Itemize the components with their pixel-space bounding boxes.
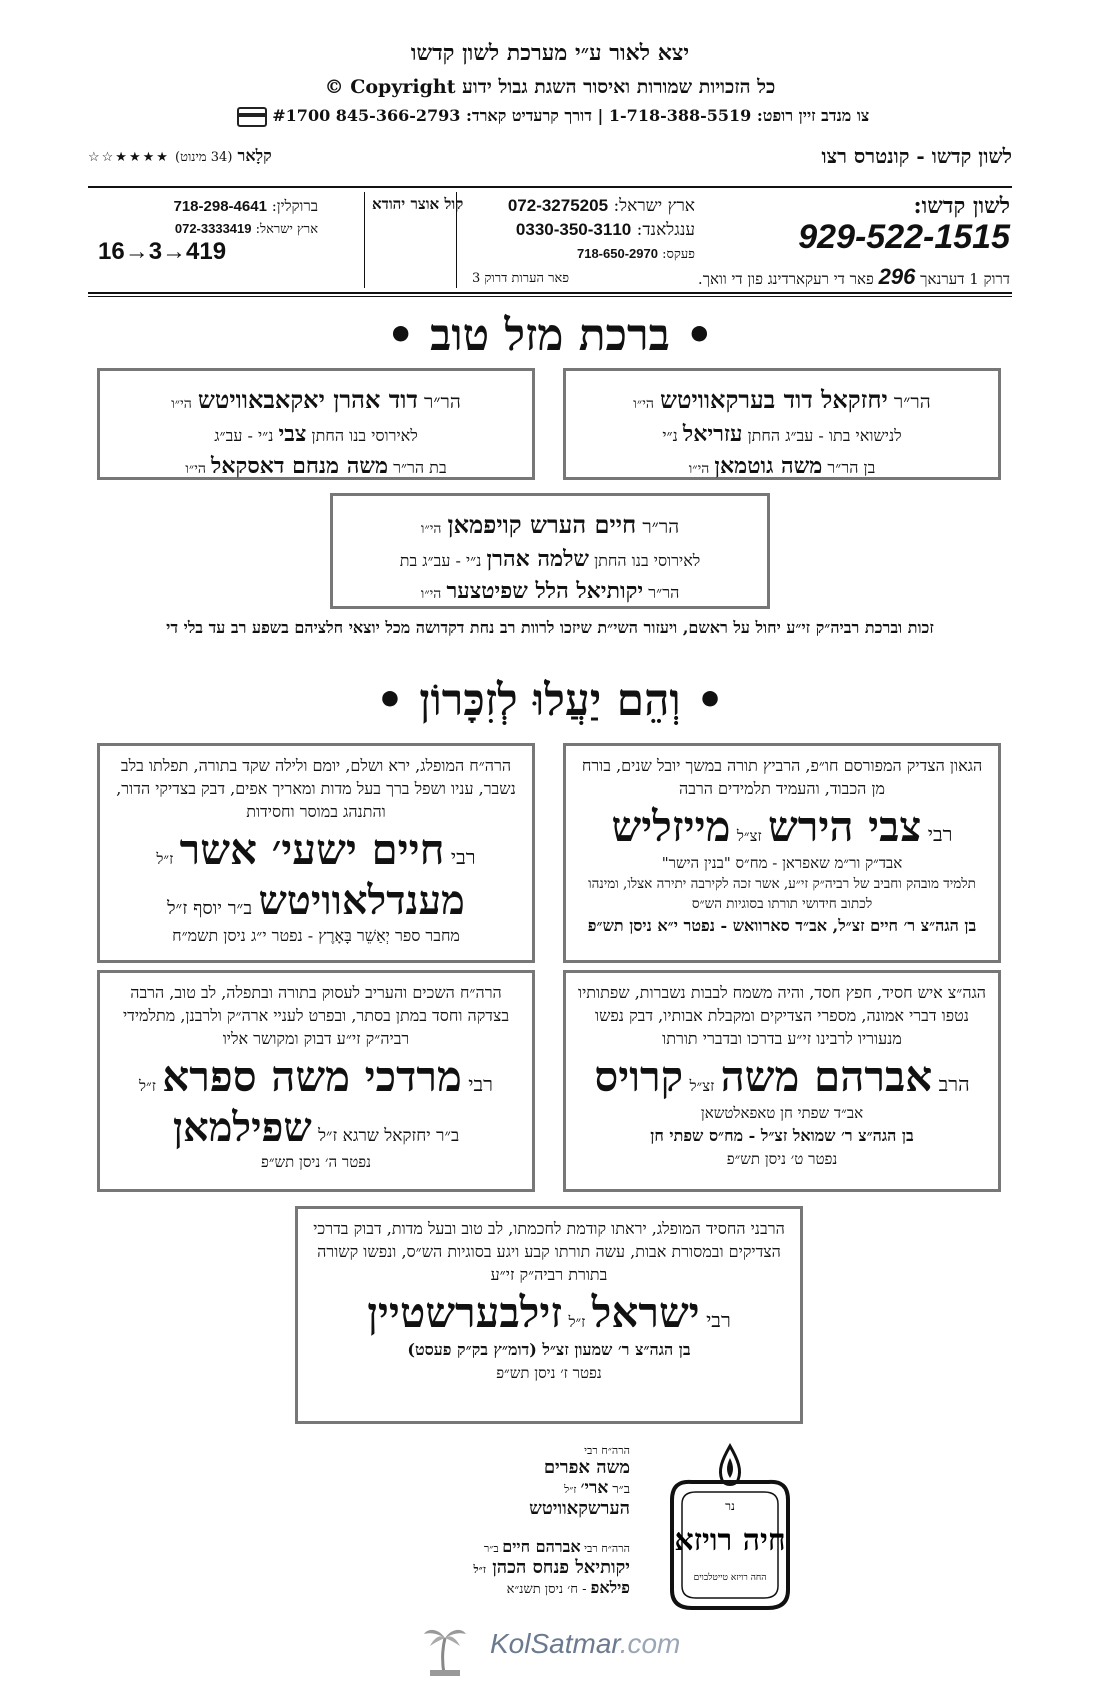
fax-number[interactable]: 718-650-2970 [576, 246, 658, 261]
hotline-instr-num: 296 [878, 264, 916, 289]
hotline-phone[interactable]: 929-522-1515 [798, 218, 1010, 256]
memorial-title-prefix: רבי [468, 1072, 493, 1096]
mazel-tov-title: • ברכת מזל טוב • [386, 310, 714, 361]
box-c-name: חיים הערש קויפמאן [447, 510, 637, 539]
memorial-box [97, 743, 535, 963]
mazel-tov-box [563, 368, 1001, 480]
box-a-l2-post: נ״י [662, 426, 678, 445]
box-a-post: הי״ו [633, 396, 654, 412]
memorial-suffix: ז״ל [568, 1313, 586, 1331]
box-c-l3-name: יקותיאל הלל שפיטצער [446, 578, 644, 604]
n1-last: הערשקאוויטש [529, 1498, 630, 1519]
memorial-name: ישראל [591, 1288, 700, 1337]
dial-sequence: 16→3→419 [98, 238, 227, 265]
memorial-box [563, 970, 1001, 1192]
brooklyn-label: ברוקלין: [271, 197, 318, 215]
n1-father: ארי׳ [580, 1478, 609, 1498]
series-title: לשון קדשו - קונטרס רצו [821, 144, 1012, 168]
divider-bottom-thin [88, 296, 1012, 297]
memorial-desc: הרה״ח השכים והעריב לעסוק בתורה ובתפלה, לב טוב, הרבה בצדקה וחסד במתן בסתר, ובפרט לעניי ארה״ק ולרבנן, מתלמידי רביה״ק זי״ע דבוק ומקושר אליו [122, 983, 510, 1048]
n2-z: ז״ל [473, 1563, 486, 1576]
box-c-pre: הר״ר [642, 516, 680, 538]
blessing-line: זכות וברכת רביה״ק זי״ע יחול על ראשם, ויעזור השי״ת שיזכו לרוות רב נחת דקדושה מכל יוצאי חלציהם בשפע רב עד בלי די [166, 618, 934, 637]
donation-contact-line [0, 106, 1100, 127]
box-c-l2-pre: לאירוסי בנו החתן [594, 551, 701, 570]
memorial-surname: קרויס [594, 1052, 684, 1101]
memorial-surname: זילבערשטיין [367, 1288, 563, 1337]
memorial-lineage: מחבר ספר יְאַשֵׁר בָּאָרֶץ - נפטר י״ג ניסן תשמ״ח [172, 926, 460, 945]
lamp-name: חיה רויזא [674, 1523, 786, 1558]
memorial-desc: הגה״צ איש חסיד, חפץ חסד, והיה משמח לבבות נשברות, שפתותיו נטפו דברי אמונה, מספרי הצדיקים ומקבלת אבותיו, דבק נפשו מנעוריו לרבינו זי״ע בדרכו ובדברי תורתו [578, 983, 986, 1048]
box-b-l3-pre: בת הר״ר [393, 458, 447, 477]
memorial-box [97, 970, 535, 1192]
box-a-pre: הר״ר [893, 391, 931, 413]
memorial-name: חיים ישעי׳ אשר [179, 825, 445, 874]
clear-label [88, 146, 272, 166]
memorial-lineage: בן הגה״צ ר׳ שמואל זצ״ל - מח״ס שפתי חן [650, 1126, 914, 1145]
box-b-l2-name: צבי [278, 421, 307, 447]
israel-number[interactable]: 072-3275205 [507, 196, 609, 215]
memorial-name: אברהם משה [720, 1052, 933, 1101]
box-a-l3-pre: בן הר״ר [827, 458, 876, 477]
clear-minutes: (34 מינוט) [175, 150, 233, 165]
memorial-title-prefix: רבי [927, 822, 953, 846]
memorial-date: נפטר ה׳ ניסן תש״פ [260, 1153, 372, 1171]
rating-stars: ★★★★☆☆ [88, 150, 170, 165]
box-c-l2-post: נ״י - עב״ג בת [399, 551, 482, 570]
palm-tree-icon [420, 1620, 470, 1678]
fax-label: פעקס: [662, 247, 695, 262]
england-number[interactable]: 0330-350-3110 [515, 220, 632, 239]
memorial-surname: מענדלאוויטש [258, 877, 465, 924]
box-a-name: יחזקאל דוד בערקאוויטש [659, 385, 888, 414]
n1-son: ב״ר [612, 1482, 630, 1497]
mazel-tov-box [330, 493, 770, 609]
memorial-note: תלמיד מובהק וחביב של רביה״ק זי״ע, אשר זכה לקירבה יתירה אצלו, ומינהו לכתוב חידושי תורתו בסוגיות הש״ס [588, 876, 976, 912]
memorial-suffix: ז״ל [139, 1077, 156, 1095]
clear-label-text: קלָאר [237, 146, 272, 165]
box-c-l3-post: הי״ו [420, 586, 442, 602]
credit-card-icon [237, 107, 267, 127]
box-a-l3-name: משה גוטמאן [714, 453, 823, 479]
kol-otzar-label: קול אוצר יהודא [372, 195, 464, 213]
box-b-pre: הר״ר [423, 391, 461, 413]
memorial-title: • וְהֵם יַעֲלוּ לְזִכָּרוֹן • [375, 675, 725, 726]
n2-father: יקותיאל פנחס הכהן [492, 1557, 630, 1578]
memorial-lineage: בן הגה״צ ר׳ שמעון זצ״ל (דומ״ץ בק״ק פעסט) [407, 1340, 691, 1359]
israel-label: ארץ ישראל: [613, 196, 695, 216]
n2-date: - ח׳ ניסן תשנ״א [506, 1582, 587, 1597]
box-c-l2-name: שלמה אהרן [486, 546, 589, 572]
memorial-suffix: זצ״ל [689, 1077, 715, 1095]
hotline-instructions [698, 264, 1010, 290]
n2-son: ב״ר [483, 1542, 499, 1555]
info-divider-left [364, 192, 365, 288]
memorial-title-prefix: רבי [450, 845, 476, 869]
box-a-l2-pre: לנישואי בתו - עב״ג החתן [747, 426, 902, 445]
n2-name: אברהם חיים [502, 1537, 581, 1556]
n1-title: הרה״ח רבי [584, 1444, 630, 1457]
memorial-surname: שפילמאן [172, 1104, 312, 1151]
box-a-l2-name: עזריאל [682, 421, 743, 447]
memorial-title-prefix: רבי [706, 1308, 731, 1332]
intl-numbers [465, 194, 695, 267]
lamp-top-text: נר [725, 1499, 735, 1513]
notes-line: פאר הערות דרוק 3 [472, 271, 570, 286]
lamp-small: החה רויזא טייטלבוים [693, 1573, 767, 1583]
box-b-l3-name: משה מנחם דאסקאל [211, 453, 388, 479]
memorial-candle-plaque [648, 1440, 812, 1616]
copyright-line: כל הזכויות שמורות ואיסור השגת גבול ידוע Copyright © [324, 76, 776, 98]
n2-last: פילאפ [590, 1578, 630, 1597]
mazel-tov-box [97, 368, 535, 480]
kol-numbers [108, 195, 318, 241]
site-suffix: .com [619, 1628, 681, 1659]
divider-bottom [88, 292, 1012, 294]
box-b-l3-post: הי״ו [185, 461, 206, 477]
memorial-title-prefix: הרב [938, 1072, 970, 1096]
hotline-instr-pre: דרוק 1 דערנאך [920, 270, 1010, 288]
israel2-number[interactable]: 072-3333419 [174, 221, 252, 236]
memorial-date: נפטר ט׳ ניסן תש״פ [726, 1150, 838, 1168]
memorial-name: מרדכי משה ספרא [162, 1052, 462, 1101]
memorial-box [295, 1206, 803, 1424]
publisher-line: יצא לאור ע״י מערכת לשון קדשו [410, 40, 690, 66]
divider-top [88, 186, 1012, 188]
memorial-desc: הרה״ח המופלג, ירא ושלם, יומם ולילה שקד בתורה, תפלתו בלב נשבר, עניו ושפל ברך בעל מדות ומאריך אפים, דבק בצדיקי הדור, והתנהג במוסר וחסידות [116, 756, 516, 821]
box-c-l3-pre: הר״ר [648, 583, 680, 602]
memorial-date: נפטר ז׳ ניסן תש״פ [496, 1364, 602, 1382]
brooklyn-number[interactable]: 718-298-4641 [173, 198, 267, 215]
memorial-father: ב״ר יוסף ז״ל [167, 898, 253, 919]
israel2-label: ארץ ישראל: [255, 222, 318, 237]
hotline-instr-post: פאר די רעקארדינג פון די וואך. [697, 270, 874, 288]
box-b-l2-pre: לאירוסי בנו החתן [311, 426, 418, 445]
memorial-desc: הרבני החסיד המופלג, יראתו קודמת לחכמתו, לב טוב ובעל מדות, דבוק בדרכי הצדיקים ובמסורת אבות, עשה תורתו קבע ויגע בסוגיות הש״ס, ונפשו קשורה בתורת רביה״ק זי״ע [313, 1219, 785, 1284]
memorial-desc: הגאון הצדיק המפורסם חו״פ, הרביץ תורה במשך יובל שנים, בורח מן הכבוד, והעמיד תלמידים הרבה [581, 756, 983, 798]
box-b-name: דוד אהרן יאקאבאוויטש [197, 385, 418, 414]
memorial-box [563, 743, 1001, 963]
n1-name: משה אפרים [543, 1457, 630, 1478]
memorial-lineage: בן הגה״צ ר׳ חיים זצ״ל, אב״ד סארוואש - נפטר י״א ניסן תש״פ [587, 916, 977, 935]
donation-contact-text: צו מנדב זיין רופט: 1-718-388-5519 | דורך קרעדיט קארד: 845-366-2793 #1700 [272, 106, 870, 125]
additional-names [400, 1444, 630, 1598]
box-c-post: הי״ו [420, 521, 442, 537]
memorial-name: צבי הירש [768, 802, 922, 851]
n2-title: הרה״ח רבי [584, 1542, 630, 1555]
hotline-label: לשון קדשו: [913, 193, 1010, 219]
box-a-l3-post: הי״ו [688, 461, 710, 477]
site-name: KolSatmar [490, 1628, 620, 1659]
memorial-father: ב״ר יחזקאל שרגא ז״ל [318, 1126, 460, 1146]
memorial-position: אבד״ק ור״מ שאפראן - מח״ס "בנין הישר" [661, 854, 903, 872]
england-label: ענגלאנד: [636, 220, 695, 240]
n1-z: ז״ל [564, 1483, 577, 1496]
box-b-post: הי״ו [171, 396, 192, 412]
memorial-suffix: ז״ל [156, 850, 174, 868]
site-watermark[interactable] [490, 1628, 680, 1660]
box-b-l2-post: נ״י - עב״ג [214, 426, 274, 445]
memorial-position: אב״ד שפתי חן טאפאלטשאן [700, 1104, 864, 1122]
memorial-suffix: זצ״ל [736, 827, 762, 845]
memorial-surname: מייזליש [611, 802, 731, 851]
